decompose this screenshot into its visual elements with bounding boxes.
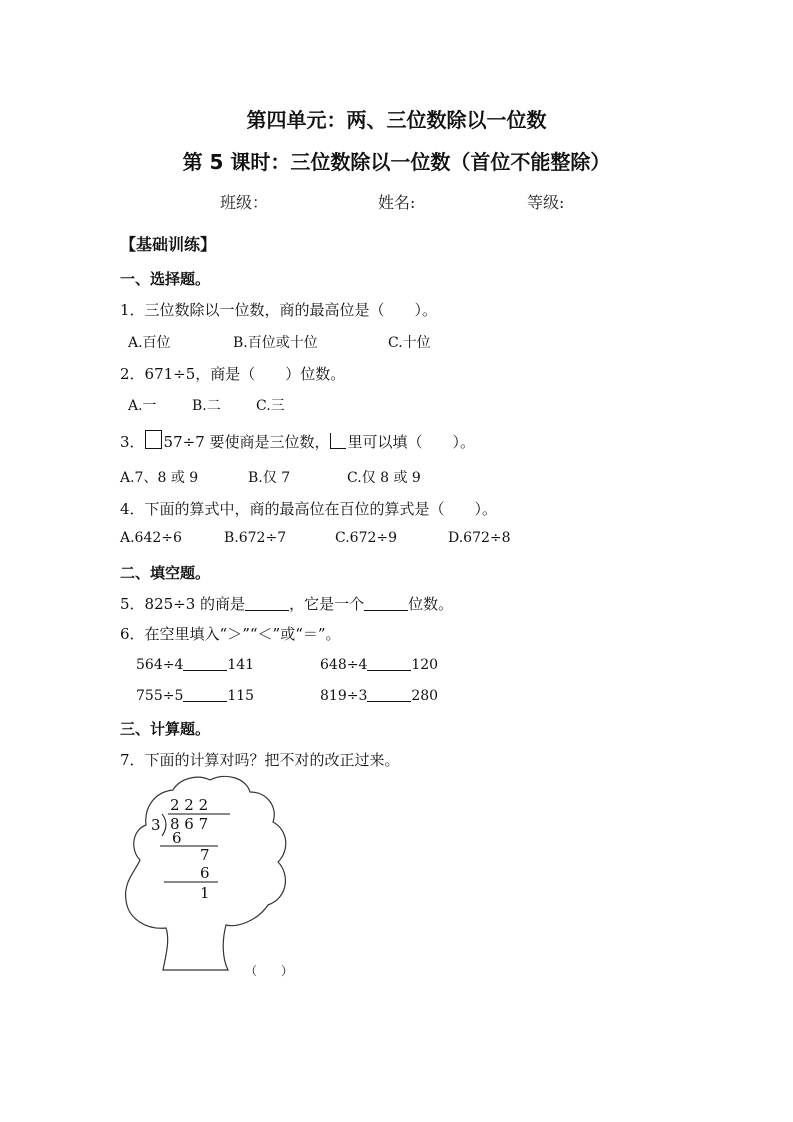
q5-blank-quotient[interactable] xyxy=(245,596,289,611)
q6-row2-left xyxy=(136,687,254,704)
q5-suffix: 位数。 xyxy=(408,595,454,613)
q3-number: 3． xyxy=(120,433,145,451)
q5-middle: ，它是一个 xyxy=(289,595,365,613)
q2-option-a[interactable]: A.一 xyxy=(128,398,157,414)
division-bracket xyxy=(162,814,166,836)
q2-option-c[interactable]: C.三 xyxy=(256,398,285,414)
compare-blank[interactable] xyxy=(183,687,227,702)
value-120: 120 xyxy=(411,657,439,673)
value-115: 115 xyxy=(227,688,255,704)
step-1-product: 6 xyxy=(172,829,182,847)
q5-blank-digits[interactable] xyxy=(364,596,408,611)
q3-middle: 57÷7 要使商是三位数， xyxy=(163,433,330,451)
divisor: 3 xyxy=(151,816,161,834)
q4-option-c[interactable]: C.672÷9 xyxy=(335,530,398,546)
page-title: 第四单元：两、三位数除以一位数 xyxy=(246,108,547,132)
expr-648-div-4: 648÷4 xyxy=(320,657,368,673)
value-141: 141 xyxy=(227,657,255,673)
q3-option-a[interactable]: A.7、8 或 9 xyxy=(120,470,199,486)
dividend-digits: 8 6 7 xyxy=(170,815,209,833)
section-calc-heading: 三、计算题。 xyxy=(120,720,211,738)
q6-row2-right xyxy=(320,687,438,704)
question-5 xyxy=(120,593,453,614)
page-subtitle: 第 5 课时：三位数除以一位数（首位不能整除） xyxy=(182,150,611,174)
q6-row1-left xyxy=(136,656,254,673)
question-6: 6．在空里填入“＞”“＜”或“＝”。 xyxy=(120,625,341,643)
q3-option-b[interactable]: B.仅 7 xyxy=(248,470,291,486)
q5-prefix: 5．825÷3 的商是 xyxy=(120,595,246,613)
question-2: 2．671÷5，商是（ ）位数。 xyxy=(120,365,346,383)
class-label: 班级： xyxy=(220,193,269,212)
question-4: 4．下面的算式中，商的最高位在百位的算式是（ ）。 xyxy=(120,500,498,518)
value-280: 280 xyxy=(411,688,439,704)
section-choice-heading: 一、选择题。 xyxy=(120,270,211,288)
expr-819-div-3: 819÷3 xyxy=(320,688,368,704)
expr-564-div-4: 564÷4 xyxy=(136,657,184,673)
grade-label: 等级: xyxy=(527,193,565,212)
compare-blank[interactable] xyxy=(183,656,227,671)
q3-tail: 里可以填（ ）。 xyxy=(347,433,476,451)
q7-answer-parentheses[interactable]: （ ） xyxy=(245,964,294,978)
q3-option-c[interactable]: C.仅 8 或 9 xyxy=(347,470,421,486)
q1-option-c[interactable]: C.十位 xyxy=(388,335,431,351)
tree-division-illustration xyxy=(118,770,318,980)
section-fill-heading: 二、填空题。 xyxy=(120,564,211,582)
question-7: 7．下面的计算对吗？把不对的改正过来。 xyxy=(120,751,400,769)
name-label: 姓名: xyxy=(378,193,416,212)
expr-755-div-5: 755÷5 xyxy=(136,688,184,704)
blank-box-ref xyxy=(330,433,346,449)
question-3 xyxy=(120,430,475,452)
q6-row1-right xyxy=(320,656,438,673)
compare-blank[interactable] xyxy=(367,656,411,671)
step-2-remainder: 7 xyxy=(200,846,210,864)
quotient-digits: 2 2 2 xyxy=(170,796,209,814)
q1-option-b[interactable]: B.百位或十位 xyxy=(233,335,318,351)
section-basic-training: 【基础训练】 xyxy=(120,235,217,254)
q2-option-b[interactable]: B.二 xyxy=(192,398,221,414)
step-3-product: 6 xyxy=(200,864,210,882)
final-remainder: 1 xyxy=(200,884,210,902)
q1-option-a[interactable]: A.百位 xyxy=(128,335,171,351)
q4-option-a[interactable]: A.642÷6 xyxy=(120,530,182,546)
compare-blank[interactable] xyxy=(367,687,411,702)
blank-box[interactable] xyxy=(145,430,162,449)
q4-option-b[interactable]: B.672÷7 xyxy=(224,530,287,546)
q4-option-d[interactable]: D.672÷8 xyxy=(448,530,511,546)
question-1: 1．三位数除以一位数，商的最高位是（ ）。 xyxy=(120,301,438,319)
